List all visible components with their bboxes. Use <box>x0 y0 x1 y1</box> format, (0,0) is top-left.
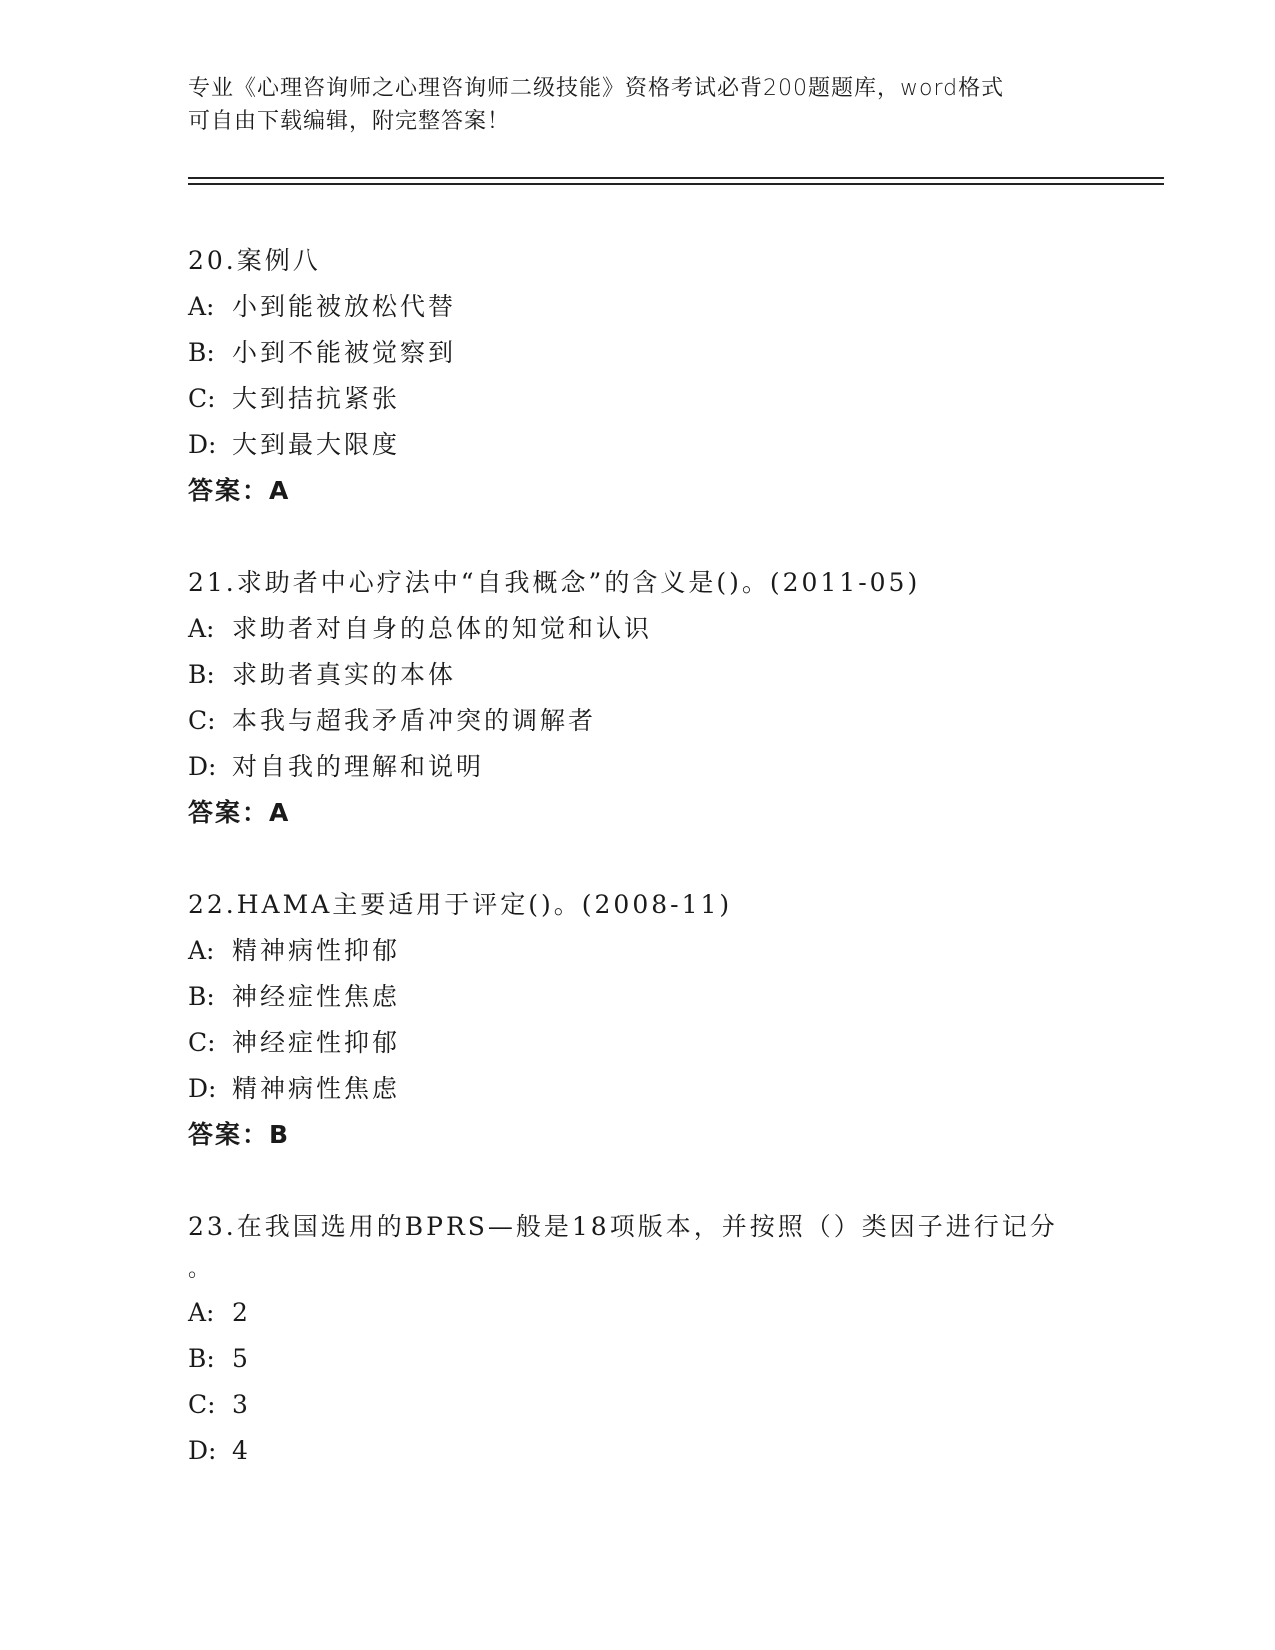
header-line-1: 专业《心理咨询师之心理咨询师二级技能》资格考试必背200题题库，word格式 <box>188 76 1005 101</box>
option-letter: A: <box>188 614 215 643</box>
option-c <box>188 1020 1088 1066</box>
option-text: 大到最大限度 <box>232 430 401 459</box>
option-text: 本我与超我矛盾冲突的调解者 <box>232 706 597 735</box>
option-a <box>188 606 1088 652</box>
header-divider-bottom <box>188 183 1164 185</box>
option-letter: B: <box>188 338 215 367</box>
option-letter: A: <box>188 936 215 965</box>
option-text: 2 <box>232 1298 251 1327</box>
option-letter: B: <box>188 1344 215 1373</box>
option-text: 3 <box>232 1390 251 1419</box>
option-letter: C: <box>188 1028 216 1057</box>
option-c <box>188 1382 1088 1428</box>
option-text: 大到拮抗紧张 <box>232 384 401 413</box>
question-22 <box>188 882 1088 1158</box>
option-text: 小到不能被觉察到 <box>232 338 457 367</box>
option-letter: B: <box>188 660 215 689</box>
question-stem: 23.在我国选用的BPRS—般是18项版本，并按照（）类因子进行记分 <box>188 1212 1058 1241</box>
option-d <box>188 1066 1088 1112</box>
option-letter: C: <box>188 706 216 735</box>
option-text: 神经症性抑郁 <box>232 1028 401 1057</box>
question-stem: 22.HAMA主要适用于评定()。(2008-11) <box>188 890 733 919</box>
option-letter: C: <box>188 1390 216 1419</box>
header-divider-top <box>188 177 1164 179</box>
option-a <box>188 1290 1088 1336</box>
option-b <box>188 330 1088 376</box>
option-letter: B: <box>188 982 215 1011</box>
option-text: 4 <box>232 1436 251 1465</box>
option-text: 5 <box>232 1344 251 1373</box>
option-a <box>188 928 1088 974</box>
question-stem: 20.案例八 <box>188 246 321 275</box>
header-line-2: 可自由下载编辑，附完整答案！ <box>188 109 511 134</box>
option-letter: A: <box>188 1298 215 1327</box>
option-a <box>188 284 1088 330</box>
question-23 <box>188 1204 1088 1474</box>
option-d <box>188 1428 1088 1474</box>
document-header <box>188 72 1088 138</box>
option-text: 求助者真实的本体 <box>232 660 457 689</box>
option-b <box>188 1336 1088 1382</box>
option-text: 对自我的理解和说明 <box>232 752 485 781</box>
question-stem-continuation: 。 <box>188 1257 214 1282</box>
option-letter: C: <box>188 384 216 413</box>
option-b <box>188 652 1088 698</box>
option-text: 求助者对自身的总体的知觉和认识 <box>232 614 653 643</box>
option-letter: D: <box>188 430 217 459</box>
question-21 <box>188 560 1088 836</box>
option-c <box>188 376 1088 422</box>
option-text: 精神病性焦虑 <box>232 1074 401 1103</box>
option-d <box>188 422 1088 468</box>
answer: 答案：A <box>188 798 291 827</box>
option-letter: D: <box>188 1436 217 1465</box>
question-20 <box>188 238 1088 514</box>
option-b <box>188 974 1088 1020</box>
answer: 答案：B <box>188 1120 291 1149</box>
option-letter: A: <box>188 292 215 321</box>
option-text: 神经症性焦虑 <box>232 982 401 1011</box>
answer: 答案：A <box>188 476 291 505</box>
option-d <box>188 744 1088 790</box>
option-text: 精神病性抑郁 <box>232 936 401 965</box>
option-letter: D: <box>188 1074 217 1103</box>
option-text: 小到能被放松代替 <box>232 292 457 321</box>
option-letter: D: <box>188 752 217 781</box>
question-stem: 21.求助者中心疗法中“自我概念”的含义是()。(2011-05) <box>188 568 921 597</box>
option-c <box>188 698 1088 744</box>
